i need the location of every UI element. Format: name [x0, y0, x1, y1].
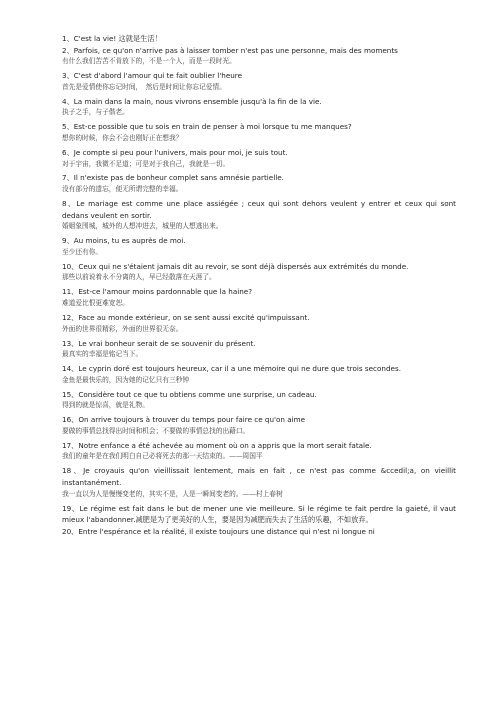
- chinese-translation: 要做的事情总找得出时间和机会；不要做的事情总找的出藉口。: [62, 426, 250, 435]
- chinese-translation: 外面的世界很精彩，外面的世界很无奈。: [62, 324, 183, 333]
- quote-entry-3: [62, 70, 456, 93]
- quote-entry-8: [62, 198, 456, 233]
- french-quote: 9、Au moins, tu es auprès de moi.: [62, 236, 186, 246]
- french-quote: 2、Parfois, ce qu'on n'arrive pas à laisser tomber n'est pas une personne, mais des moments: [62, 45, 398, 55]
- chinese-translation: 得到的就是惊喜，就是礼物。: [62, 401, 149, 410]
- chinese-translation: 那些以前说着永不分离的人，早已经散落在天涯了。: [62, 273, 216, 282]
- quote-entry-9: [62, 235, 456, 258]
- french-quote: 12、Face au monde extérieur, on se sent aussi excité qu'impuissant.: [62, 312, 310, 322]
- quote-entry-6: [62, 147, 456, 170]
- quote-entry-14: [62, 363, 456, 386]
- french-quote: 10、Ceux qui ne s'étaient jamais dit au revoir, se sont déjà dispersés aux extrémités du monde.: [62, 261, 409, 271]
- chinese-translation: 对于宇宙，我微不足道；可是对于我自己，我就是一切。: [62, 159, 230, 168]
- quote-entry-11: [62, 286, 456, 309]
- french-quote: 5、Est-ce possible que tu sois en train de penser à moi lorsque tu me manques?: [62, 122, 352, 132]
- french-quote: 1、C'est la vie! 这就是生活！: [62, 34, 162, 43]
- french-quote: 19、Le régime est fait dans le but de mener une vie meilleure. Si le régime te fait perdre la gaieté, il vaut mieux l'abandonner.减肥是为了更美好的人生，要是因为减肥而失去了生活的乐趣，不如放弃。: [62, 503, 456, 525]
- quote-entry-12: [62, 312, 456, 335]
- chinese-translation: 有什么我们苦苦不肯放下的，不是一个人，而是一段时光。: [62, 57, 236, 66]
- french-quote: 11、Est-ce l'amour moins pardonnable que la haine?: [62, 287, 253, 297]
- french-quote: 14、Le cyprin doré est toujours heureux, car il a une mémoire qui ne dure que trois secondes.: [62, 364, 401, 374]
- quote-entry-7: [62, 172, 456, 195]
- quote-entry-18: [62, 465, 456, 500]
- chinese-translation: 首先是爱情使你忘记时间， 然后是时间让你忘记爱情。: [62, 82, 226, 91]
- french-quote: 8、Le mariage est comme une place assiégée ; ceux qui sont dehors veulent y entrer et ceux qui sont dedans veulent en sortir.: [62, 199, 456, 220]
- quote-entry-1: [62, 33, 456, 45]
- chinese-translation: 金鱼是最快乐的，因为她的记忆只有三秒钟: [62, 375, 190, 384]
- chinese-translation: 我一直以为人是慢慢变老的，其实不是，人是一瞬间变老的。——村上春树: [62, 489, 283, 498]
- quote-entry-16: [62, 414, 456, 437]
- french-quote: 16、On arrive toujours à trouver du temps pour faire ce qu'on aime: [62, 415, 306, 425]
- french-quote: 7、Il n'existe pas de bonheur complet sans amnésie partielle.: [62, 173, 284, 183]
- french-quote: 17、Notre enfance a été achevée au moment où on a appris que la mort serait fatale.: [62, 440, 372, 450]
- quote-entry-17: [62, 440, 456, 463]
- quote-entry-2: [62, 45, 456, 68]
- chinese-translation: 我们的童年是在我们明白自己必将死去的那一天结束的。——周国平: [62, 452, 263, 461]
- french-quote: 15、Considère tout ce que tu obtiens comme une surprise, un cadeau.: [62, 389, 317, 399]
- french-quote: 18、Je croyauis qu'on vieillissait lentement, mais en fait , ce n'est pas comme &ccedil;a, on vieillit instantanément.: [62, 466, 456, 488]
- quote-entry-13: [62, 338, 456, 361]
- french-quote: 13、Le vrai bonheur serait de se souvenir du présent.: [62, 338, 256, 348]
- quote-entry-4: [62, 96, 456, 119]
- chinese-translation: 至少还有你。: [62, 247, 103, 256]
- quote-entry-15: [62, 389, 456, 412]
- french-quote: 3、C'est d'abord l'amour qui te fait oublier l'heure: [62, 71, 243, 81]
- quote-entry-19: [62, 503, 456, 526]
- chinese-translation: 没有部分的遗忘，便无所谓完整的幸福。: [62, 185, 183, 194]
- chinese-translation: 执子之手，与子偕老。: [62, 108, 129, 117]
- chinese-translation: 最真实的幸福是铭记当下。: [62, 350, 143, 359]
- chinese-translation: 婚姻象围城，城外的人想冲进去，城里的人想逃出来。: [62, 222, 223, 231]
- quote-entry-20: [62, 526, 456, 538]
- chinese-translation: 想你的时候，你会不会也刚好正在想我？: [62, 133, 183, 142]
- french-quote: 4、La main dans la main, nous vivrons ensemble jusqu'à la fin de la vie.: [62, 96, 322, 106]
- french-quote: 20、Entre l'espérance et la réalité, il existe toujours une distance qui n'est ni longue ni: [62, 526, 375, 536]
- quote-entry-10: [62, 261, 456, 284]
- french-quote: 6、Je compte si peu pour l'univers, mais pour moi, je suis tout.: [62, 147, 288, 157]
- quote-entry-5: [62, 121, 456, 144]
- chinese-translation: 难道爱比恨更难宽恕。: [62, 298, 129, 307]
